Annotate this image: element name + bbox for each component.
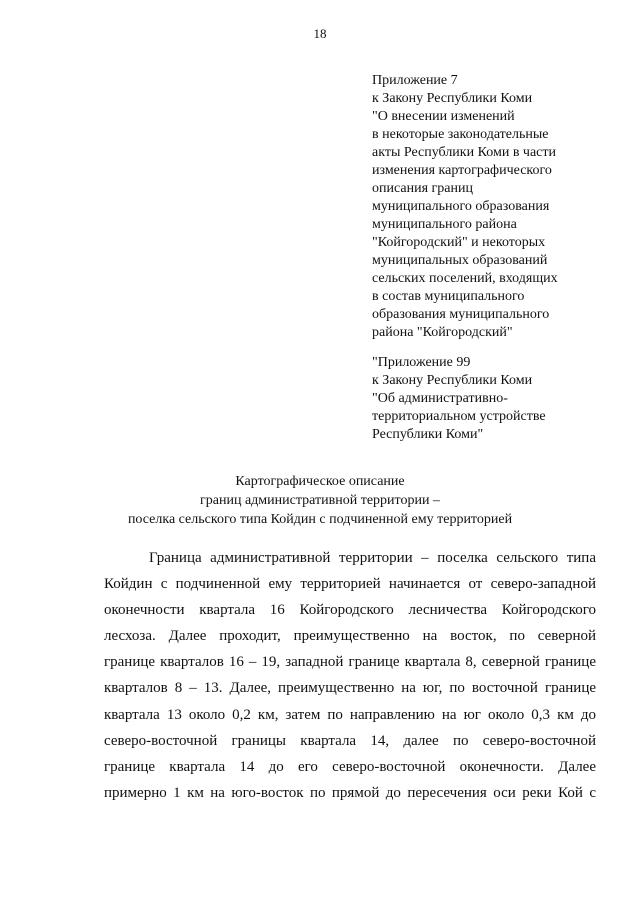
- appendix-99-line: "Об административно-: [372, 391, 508, 406]
- body-line: лесхоза. Далее проходит, преимущественно на восток, по северной: [104, 628, 596, 645]
- appendix-7-header: [372, 72, 622, 342]
- appendix-7-line: в состав муниципального: [372, 289, 525, 304]
- appendix-7-line: муниципального района: [372, 217, 517, 232]
- appendix-7-line: района "Койгородский": [372, 325, 513, 340]
- title-line: поселка сельского типа Койдин с подчиненной ему территорией: [127, 512, 513, 527]
- appendix-7-line: "О внесении изменений: [372, 109, 515, 124]
- page-number: 18: [313, 26, 327, 41]
- appendix-99-line: к Закону Республики Коми: [372, 373, 533, 388]
- appendix-7-line: к Закону Республики Коми: [372, 91, 533, 106]
- body-line: границе кварталов 16 – 19, западной границе квартала 8, северной границе: [104, 654, 596, 671]
- document-title: [0, 472, 640, 529]
- body-line: Койдин с подчиненной ему территорией начинается от северо-западной: [104, 576, 596, 593]
- appendix-7-line: изменения картографического: [372, 163, 552, 178]
- appendix-7-line: муниципального образования: [372, 199, 550, 214]
- appendix-99-line: Республики Коми": [372, 427, 484, 442]
- body-line: Граница административной территории – поселка сельского типа: [149, 550, 596, 566]
- appendix-99-line: территориальном устройстве: [372, 409, 546, 424]
- body-line: границе квартала 14 до его северо-восточной оконечности. Далее: [104, 758, 596, 775]
- title-line: Картографическое описание: [235, 474, 405, 489]
- body-line: примерно 1 км на юго-восток по прямой до пересечения оси реки Кой с: [104, 784, 596, 801]
- appendix-99-header: [372, 354, 622, 444]
- appendix-7-line: в некоторые законодательные: [372, 127, 549, 142]
- title-line: границ административной территории –: [200, 493, 440, 508]
- appendix-99-line: "Приложение 99: [372, 355, 471, 370]
- body-line: квартала 13 около 0,2 км, затем по направлению на юг около 0,3 км до: [104, 706, 596, 723]
- appendix-7-line: сельских поселений, входящих: [372, 271, 558, 286]
- body-line: северо-восточной границы квартала 14, далее по северо-восточной: [104, 732, 596, 749]
- body-line: кварталов 8 – 13. Далее, преимущественно на юг, по восточной границе: [104, 680, 596, 697]
- body-line: оконечности квартала 16 Койгородского лесничества Койгородского: [104, 602, 596, 619]
- appendix-7-line: акты Республики Коми в части: [372, 145, 557, 160]
- appendix-7-line: описания границ: [372, 181, 473, 196]
- appendix-7-line: "Койгородский" и некоторых: [372, 235, 546, 250]
- appendix-7-line: Приложение 7: [372, 73, 458, 88]
- appendix-7-line: муниципальных образований: [372, 253, 548, 268]
- appendix-7-line: образования муниципального: [372, 307, 550, 322]
- body-paragraph: [104, 545, 596, 806]
